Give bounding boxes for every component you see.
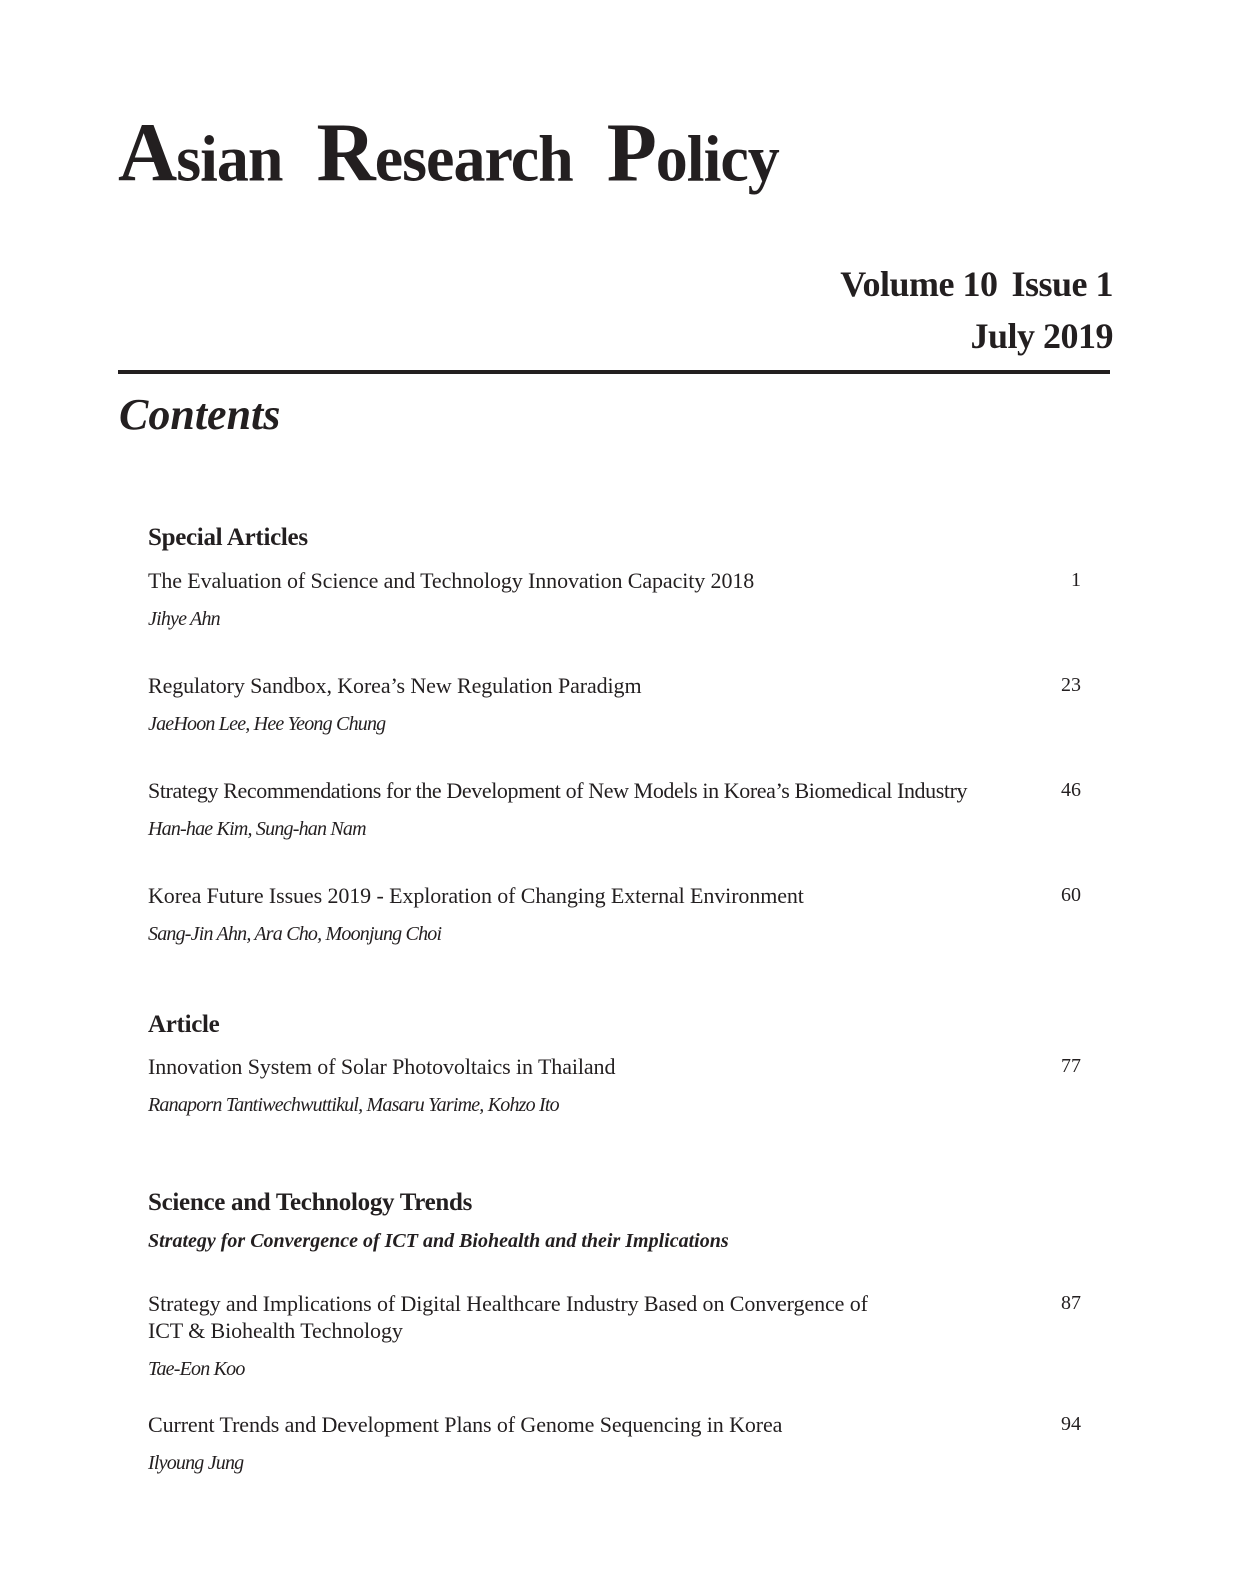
toc-entry-authors: Sang-Jin Ahn, Ara Cho, Moonjung Choi xyxy=(148,923,442,945)
toc-entry-page: 1 xyxy=(1071,569,1081,591)
toc-entry-page: 77 xyxy=(1061,1055,1081,1077)
toc-entry-page: 87 xyxy=(1061,1292,1081,1314)
toc-entry-authors: Jihye Ahn xyxy=(148,608,220,630)
toc-entry-title: The Evaluation of Science and Technology Innovation Capacity 2018 xyxy=(148,568,755,593)
volume-label: Volume 10 xyxy=(840,264,998,304)
toc-entry-page: 46 xyxy=(1061,779,1081,801)
toc-entry-title: Current Trends and Development Plans of Genome Sequencing in Korea xyxy=(148,1412,783,1437)
header-divider xyxy=(118,370,1110,374)
toc-entry-authors: Ilyoung Jung xyxy=(148,1452,244,1474)
toc-entry-page: 94 xyxy=(1061,1413,1081,1435)
issue-date: July 2019 xyxy=(970,316,1113,356)
toc-entry-title: Innovation System of Solar Photovoltaics in Thailand xyxy=(148,1054,616,1079)
toc-entry-title: Korea Future Issues 2019 - Exploration of Changing External Environment xyxy=(148,883,804,908)
toc-entry-title: Strategy Recommendations for the Development of New Models in Korea’s Biomedical Industry xyxy=(148,778,968,803)
toc-entry-page: 23 xyxy=(1061,674,1081,696)
issue-label: Issue 1 xyxy=(1011,264,1113,304)
journal-title-word-2: Research xyxy=(316,106,573,199)
toc-entry-title-line-2: ICT & Biohealth Technology xyxy=(148,1318,403,1343)
toc-entry-page: 60 xyxy=(1061,884,1081,906)
toc-entry-title xyxy=(148,1290,1028,1344)
section-title-article: Article xyxy=(148,1011,220,1038)
toc-entry-title-line-1: Strategy and Implications of Digital Healthcare Industry Based on Convergence of xyxy=(148,1291,868,1316)
toc-entry-authors: Tae-Eon Koo xyxy=(148,1358,245,1380)
toc-entry-authors: Ranaporn Tantiwechwuttikul, Masaru Yarime, Kohzo Ito xyxy=(148,1094,559,1116)
contents-heading: Contents xyxy=(119,390,281,439)
journal-title-word-1: Asian xyxy=(118,106,283,199)
journal-title xyxy=(118,106,779,199)
section-title-trends: Science and Technology Trends xyxy=(148,1189,473,1216)
section-title-special-articles: Special Articles xyxy=(148,524,308,551)
toc-entry-authors: Han-hae Kim, Sung-han Nam xyxy=(148,818,366,840)
section-subtitle-trends: Strategy for Convergence of ICT and Biohealth and their Implications xyxy=(148,1230,729,1252)
toc-entry-title: Regulatory Sandbox, Korea’s New Regulation Paradigm xyxy=(148,673,642,698)
issue-info xyxy=(840,258,1113,362)
toc-entry-authors: JaeHoon Lee, Hee Yeong Chung xyxy=(148,713,386,735)
journal-title-word-3: Policy xyxy=(606,106,779,199)
